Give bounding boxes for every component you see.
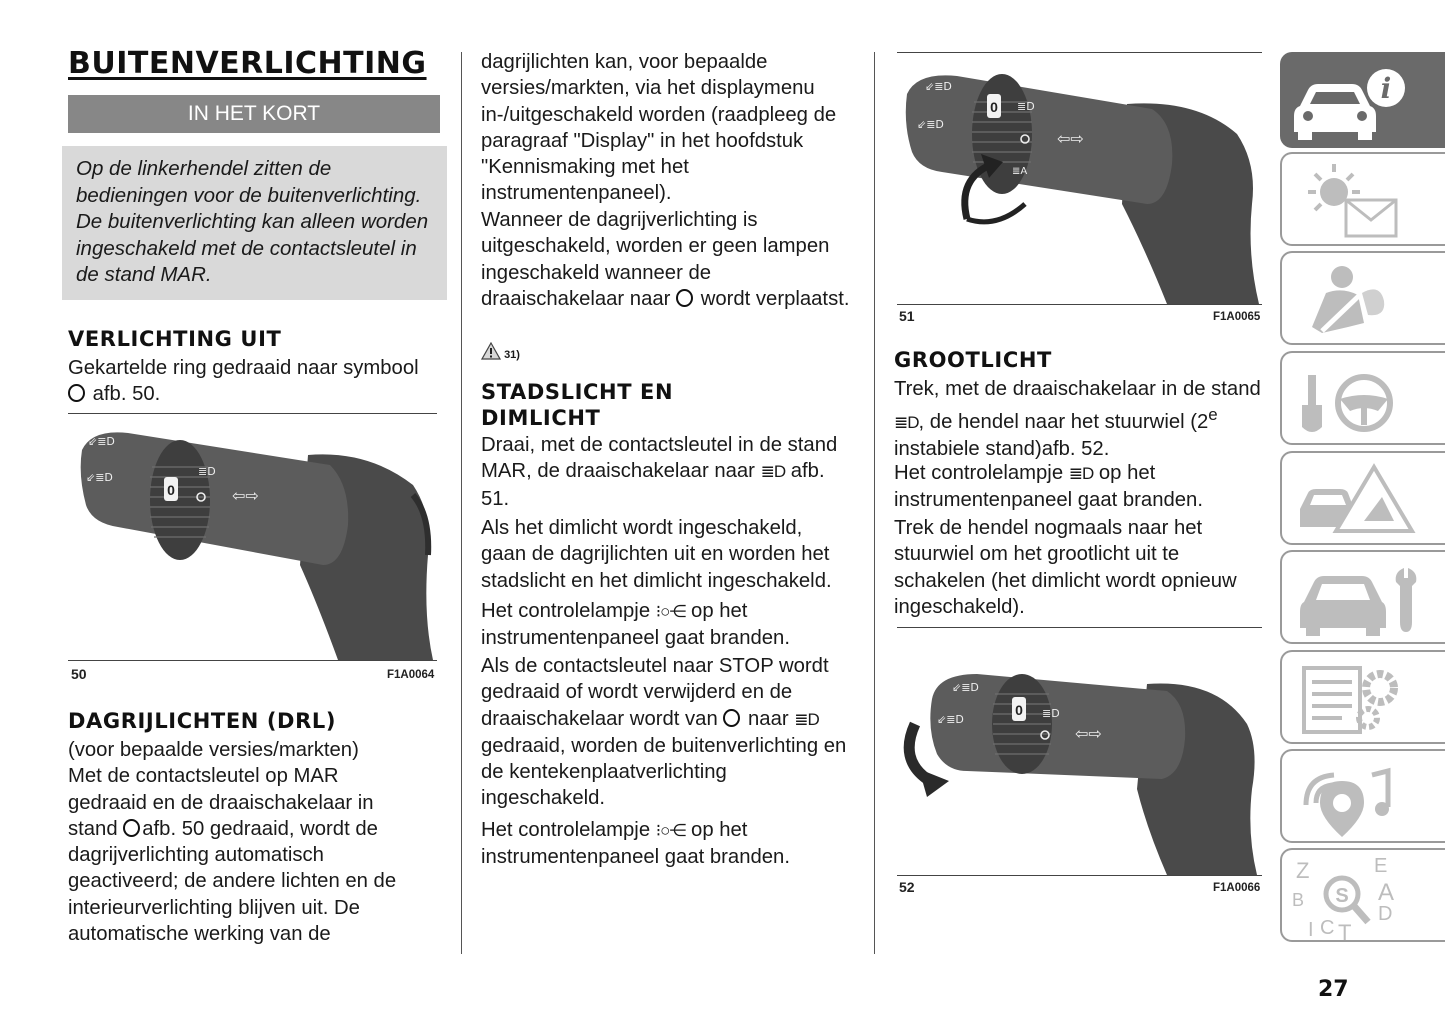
side-tab-index[interactable]: [1280, 848, 1445, 942]
svg-text:⇙≣D: ⇙≣D: [917, 118, 944, 131]
stadslicht-text-3b: op het instrumentenpaneel gaat branden.: [481, 600, 790, 650]
drl-text-a: Met de contactsleutel op MAR gedraaid en de draaischakelaar in stand: [68, 765, 374, 840]
off-position-icon: [68, 384, 85, 402]
stadslicht-text-5b: op het instrumentenpaneel gaat branden.: [481, 819, 790, 869]
paragraph-grootlicht-2: [894, 460, 1262, 514]
figure-51-lever-illustration: [897, 54, 1262, 304]
side-tab-maintenance[interactable]: [1280, 550, 1445, 644]
figure-50-code: F1A0064: [387, 669, 435, 681]
warning-reference-number: 31): [504, 349, 520, 361]
key-steering-wheel-icon: [1282, 353, 1445, 445]
page-number: 27: [1318, 977, 1349, 1002]
figure-51-code: F1A0065: [1213, 311, 1261, 323]
drl-off-text-b: wordt verplaatst.: [700, 287, 850, 310]
paragraph-stadslicht-4: [481, 653, 853, 812]
heading-verlichting-uit: VERLICHTING UIT: [68, 327, 282, 351]
paragraph-grootlicht-1: [894, 376, 1262, 463]
paragraph-drl-continued: [481, 49, 853, 207]
drl-versions: (voor bepaalde versies/markten): [68, 739, 359, 761]
stadslicht-text-3a: Het controlelampje: [481, 600, 651, 622]
grootlicht-text-1b: , de hendel naar het stuurwiel (2: [918, 411, 1209, 434]
stadslicht-text-4b: naar: [748, 707, 789, 730]
svg-text:C: C: [1320, 917, 1335, 939]
summary-bar-label: IN HET KORT: [187, 102, 321, 125]
paragraph-grootlicht-3: [894, 515, 1262, 620]
signal-music-icon: [1282, 751, 1445, 843]
high-beam-icon: ≣D: [1068, 464, 1094, 483]
figure-52-bottom-rule: [897, 875, 1262, 876]
svg-text:≣D: ≣D: [198, 465, 216, 478]
car-info-icon: [1282, 54, 1445, 148]
svg-text:S: S: [1335, 885, 1349, 907]
side-tab-multimedia[interactable]: [1280, 749, 1445, 843]
position-light-icon: ⁝○⋲: [655, 821, 686, 840]
warning-light-envelope-icon: [1282, 154, 1445, 246]
side-tab-dashboard-info[interactable]: [1280, 52, 1445, 148]
grootlicht-text-1a: Trek, met de draaischakelaar in de stand: [894, 378, 1261, 400]
low-beam-icon: ≣D: [894, 413, 919, 433]
airbag-seatbelt-icon: [1282, 253, 1445, 345]
paragraph-verlichting-uit: [68, 355, 446, 408]
svg-text:E: E: [1374, 855, 1388, 877]
figure-50-top-rule: [68, 413, 437, 414]
figure-51-number: 51: [899, 308, 915, 324]
warning-triangle-icon: [481, 342, 501, 360]
svg-text:D: D: [1378, 903, 1393, 925]
figure-52-top-rule: [897, 627, 1262, 628]
off-position-icon: [676, 289, 693, 307]
car-warning-triangle-icon: [1282, 453, 1445, 545]
side-tab-technical-data[interactable]: [1280, 650, 1445, 744]
svg-text:I: I: [1308, 919, 1314, 941]
svg-text:A: A: [1378, 879, 1395, 906]
figure-52-number: 52: [899, 879, 915, 895]
svg-text:⇙≣D: ⇙≣D: [925, 80, 952, 93]
grootlicht-text-1c: instabiele stand)afb. 52.: [894, 438, 1110, 461]
stadslicht-text-a: Draai, met de contactsleutel in de stand MAR, de draaischakelaar naar: [481, 434, 838, 483]
drl-text-b: afb. 50 gedraaid, wordt de dagrijverlichting automatisch geactiveerd; de andere lichten en de interieurverlichting blijven uit. De automatische werking van de: [68, 817, 397, 946]
grootlicht-text-2b: op het instrumentenpaneel gaat branden.: [894, 462, 1203, 512]
page-title: BUITENVERLICHTING: [68, 46, 427, 81]
stadslicht-text-4c: gedraaid, worden de buitenverlichting en de kentekenplaatverlichting ingeschakeld.: [481, 734, 847, 810]
drl-text-continued: dagrijlichten kan, voor bepaalde versies/markten, via het displaymenu in-/uitgeschakeld worden (raadpleeg de paragraaf "Display" in het hoofdstuk "Kennismaking met het instrumentenpaneel).: [481, 51, 837, 205]
figure-51-top-rule: [897, 52, 1262, 53]
side-tab-warning-lights[interactable]: [1280, 152, 1445, 246]
svg-text:≣D: ≣D: [1017, 100, 1035, 113]
side-tab-starting-driving[interactable]: [1280, 351, 1445, 445]
paragraph-drl: [68, 737, 408, 947]
svg-text:0: 0: [167, 482, 175, 498]
paragraph-stadslicht-2: [481, 515, 853, 594]
paragraph-stadslicht-3: [481, 598, 853, 652]
svg-text:i: i: [1380, 72, 1392, 105]
svg-text:≣D: ≣D: [1042, 707, 1060, 720]
column-divider-right: [874, 52, 875, 954]
heading-grootlicht: GROOTLICHT: [894, 348, 1052, 372]
stadslicht-text-5a: Het controlelampje: [481, 819, 651, 841]
stadslicht-text-4a: Als de contactsleutel naar STOP wordt gedraaid of wordt verwijderd en de draaischakelaar wordt van: [481, 655, 829, 730]
figure-51-bottom-rule: [897, 304, 1262, 305]
car-wrench-icon: [1282, 552, 1445, 644]
list-gears-icon: [1282, 652, 1445, 744]
warning-reference: [481, 342, 520, 361]
svg-text:⇙≣D: ⇙≣D: [86, 471, 113, 484]
svg-text:≣A: ≣A: [1012, 166, 1028, 177]
off-position-icon: [723, 709, 740, 727]
side-tab-emergency[interactable]: [1280, 451, 1445, 545]
figure-52-lever-illustration: [897, 629, 1262, 875]
figure-50-lever-illustration: [68, 415, 438, 660]
low-beam-icon: ≣D: [760, 462, 786, 482]
column-divider-left: [461, 52, 462, 954]
figure-52-code: F1A0066: [1213, 882, 1261, 894]
figure-50-number: 50: [71, 666, 87, 682]
paragraph-drl-off: [481, 207, 853, 312]
svg-text:⇙≣D: ⇙≣D: [937, 713, 964, 726]
drl-off-text-a: Wanneer de dagrijverlichting is uitgeschakeld, worden er geen lampen ingeschakeld wanneer de draaischakelaar naar: [481, 209, 830, 310]
text-verlichting-uit-a: Gekartelde ring gedraaid naar symbool: [68, 357, 419, 379]
side-tab-safety[interactable]: [1280, 251, 1445, 345]
figure-50-bottom-rule: [68, 660, 437, 661]
summary-bar: [68, 95, 440, 133]
heading-stadslicht: STADSLICHT EN DIMLICHT: [481, 380, 674, 430]
svg-text:B: B: [1292, 890, 1305, 910]
off-position-icon: [123, 819, 140, 837]
svg-text:⇙≣D: ⇙≣D: [952, 681, 979, 694]
grootlicht-superscript: e: [1208, 405, 1218, 425]
text-verlichting-uit-b: afb. 50.: [92, 383, 161, 406]
svg-text:Z: Z: [1296, 858, 1310, 883]
low-beam-icon: ≣D: [794, 709, 819, 729]
stadslicht-text-b: afb. 51.: [481, 460, 825, 510]
svg-text:0: 0: [1015, 702, 1023, 718]
summary-box: [62, 146, 447, 300]
svg-text:⇦⇨: ⇦⇨: [1075, 724, 1102, 743]
position-light-icon: ⁝○⋲: [655, 602, 686, 621]
svg-text:⇦⇨: ⇦⇨: [1057, 129, 1084, 148]
grootlicht-text-2a: Het controlelampje: [894, 462, 1064, 484]
stadslicht-text-2: Als het dimlicht wordt ingeschakeld, gaan de dagrijlichten uit en worden het stadslicht en het dimlicht ingeschakeld.: [481, 517, 832, 592]
paragraph-stadslicht-5: [481, 817, 853, 871]
svg-text:0: 0: [990, 99, 998, 115]
paragraph-stadslicht-1: [481, 432, 853, 512]
svg-text:⇦⇨: ⇦⇨: [232, 486, 259, 505]
heading-drl: DAGRIJLICHTEN (DRL): [68, 709, 337, 733]
alphabet-magnifier-icon: [1282, 850, 1445, 942]
grootlicht-text-3: Trek de hendel nogmaals naar het stuurwiel om het grootlicht uit te schakelen (het dimlicht wordt opnieuw ingeschakeld).: [894, 517, 1237, 618]
svg-text:T: T: [1338, 920, 1352, 942]
summary-text: Op de linkerhendel zitten de bedieningen voor de buitenverlichting. De buitenverlichting kan alleen worden ingeschakeld met de contactsleutel in de stand MAR.: [76, 157, 429, 286]
svg-text:⇙≣D: ⇙≣D: [88, 435, 115, 448]
